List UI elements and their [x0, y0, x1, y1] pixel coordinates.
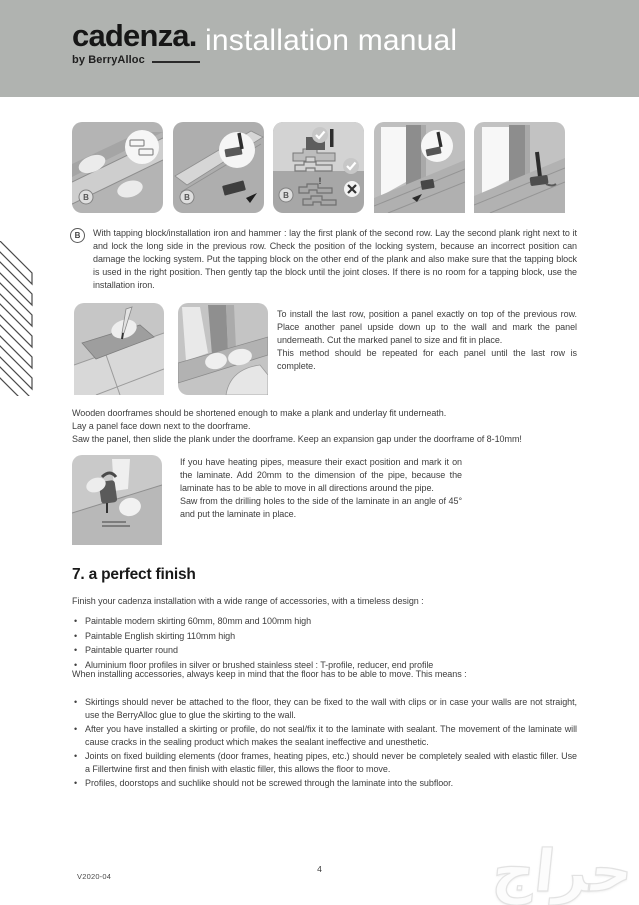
doorframes-note — [72, 407, 577, 446]
last-row-par1: To install the last row, position a panel exactly on top of the previous row. Place another panel upside down up to the wall and mark the panel underneath. Cut the marked panel to size and fit in place. — [277, 309, 577, 345]
haraj-watermark: حراج — [489, 837, 637, 905]
perfect-finish-intro: Finish your cadenza installation with a wide range of accessories, with a timeless design : — [72, 596, 424, 606]
doorframes-line2: Lay a panel face down next to the doorframe. — [72, 421, 251, 431]
page-header — [0, 0, 639, 97]
figure-heating-pipes — [72, 455, 162, 545]
hammer-block-inset-icon — [421, 130, 453, 162]
step-b-badge — [279, 188, 293, 202]
heating-pipes-par2: Saw from the drilling holes to the side of the laminate in an angle of 45° and put the laminate in place. — [180, 496, 462, 519]
last-row-figures — [74, 303, 268, 395]
warning-mark: ! — [318, 176, 322, 186]
page-title: installation manual — [205, 24, 458, 57]
svg-text:B: B — [83, 193, 89, 202]
last-row-text — [277, 308, 577, 373]
list-item: • Aluminium floor profiles in silver or brushed stainless steel : T-profile, reducer, end profile — [72, 658, 577, 673]
figure-mark-panel — [74, 303, 164, 395]
figure-lay-second-row — [72, 122, 163, 213]
hammer-block-inset-icon — [219, 132, 255, 168]
heating-pipes-text — [180, 456, 462, 521]
section-heading: 7. a perfect finish — [72, 566, 196, 583]
herringbone-deco-icon — [0, 241, 40, 396]
list-item: • Paintable English skirting 110mm high — [72, 629, 577, 644]
check-icon — [312, 127, 328, 143]
list-item: • Skirtings should never be attached to the floor, they can be fixed to the wall with clips or in case your walls are not straight, use the BerryAlloc glue to glue the skirting to the wall. — [72, 696, 577, 722]
byline-underline — [152, 61, 200, 63]
list-item: • Joints on fixed building elements (door frames, heating pipes, etc.) should never be completely sealed with elastic filler. Use a Fillertwine first and then finish with elastic filler, this allows the floor to move. — [72, 750, 577, 776]
step-b-label: B — [70, 228, 85, 243]
figure-tapping-block — [173, 122, 264, 213]
figure-locking-right-wrong — [273, 122, 364, 213]
figure-doorframe-iron — [474, 122, 565, 213]
figure-doorframe-tapping — [374, 122, 465, 213]
instruction-figures-row — [72, 122, 565, 214]
check-icon — [343, 158, 359, 174]
list-item: • After you have installed a skirting or profile, do not seal/fix it to the laminate with sealant. The movement of the laminate will cause cracks in the sealing product which makes the sealant ineffective and unesthetic. — [72, 723, 577, 749]
step-b-section — [70, 227, 577, 292]
doorframes-line3: Saw the panel, then slide the plank under the doorframe. Keep an expansion gap under the doorframe of 8-10mm! — [72, 434, 522, 444]
page-number: 4 — [317, 864, 322, 874]
accessories-rules-list — [72, 696, 577, 790]
list-item: • Paintable modern skirting 60mm, 80mm and 100mm high — [72, 614, 577, 629]
svg-text:B: B — [283, 191, 289, 200]
heating-pipes-par1: If you have heating pipes, measure their exact position and mark it on the laminate. Add 20mm to the dimension of the pipe, because the laminate has to be able to move in all directions around the pipe. — [180, 457, 462, 493]
svg-text:B: B — [183, 193, 190, 202]
document-version: V2020-04 — [77, 872, 112, 881]
list-item: • Profiles, doorstops and suchlike should not be screwed through the laminate into the subfloor. — [72, 777, 577, 790]
doorframes-line1: Wooden doorframes should be shortened enough to make a plank and underlay fit underneath. — [72, 408, 447, 418]
brand-logo — [72, 20, 200, 66]
brand-name: cadenza. — [72, 18, 197, 53]
accessories-note: When installing accessories, always keep in mind that the floor has to be able to move. This means : — [72, 669, 467, 679]
cross-icon — [344, 181, 360, 197]
brand-byline-row — [72, 54, 200, 66]
step-b-badge — [79, 190, 93, 204]
step-b-text: With tapping block/installation iron and hammer : lay the first plank of the second row. Lay the second plank right next to it and lock the long side in the previous row. Check the position of the locking system, because an incorrect position can damage the locking system. Put the tapping block on the other end of the plank and also make sure that the tapping block is used in the right position. Then gently tap the block until the joint closes. If there is no room for a tapping block, use the installation iron. — [93, 228, 577, 290]
plank-profile-inset-icon — [125, 130, 159, 164]
list-item: • Paintable quarter round — [72, 643, 577, 658]
figure-fit-panel — [178, 303, 268, 395]
last-row-par2: This method should be repeated for each panel until the last row is complete. — [277, 348, 577, 371]
perfect-finish-section — [72, 566, 577, 672]
step-b-badge — [180, 190, 194, 204]
brand-byline: by BerryAlloc — [72, 54, 145, 66]
accessory-types-list — [72, 614, 577, 672]
accessories-rules-section — [72, 668, 577, 791]
